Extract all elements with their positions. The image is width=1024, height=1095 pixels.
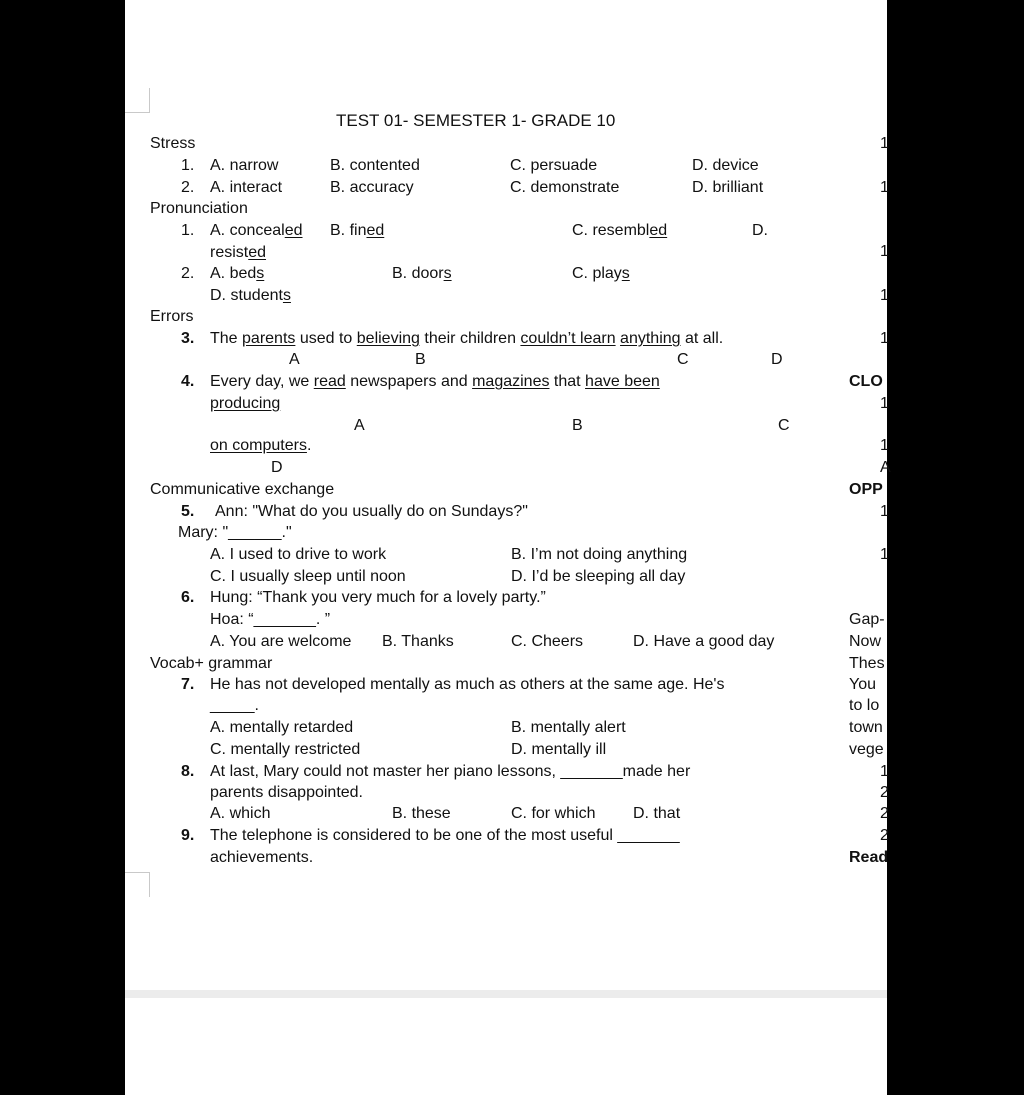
error-label-d: D xyxy=(771,351,783,368)
error-label-b: B xyxy=(572,417,583,434)
question-number: 2. xyxy=(181,265,195,282)
question-text: The telephone is considered to be one of the most useful _______ xyxy=(210,827,680,844)
question-text-continued: achievements. xyxy=(210,849,314,866)
option-a: A. mentally retarded xyxy=(210,719,354,736)
section-heading-communicative: Communicative exchange xyxy=(150,481,335,498)
question-number: 1. xyxy=(181,157,195,174)
edge-text: 1 xyxy=(880,135,889,152)
error-label-d: D xyxy=(271,459,283,476)
question-text: Hung: “Thank you very much for a lovely party.” xyxy=(210,589,546,606)
question-number: 1. xyxy=(181,222,195,239)
edge-text: 1 xyxy=(880,179,889,196)
edge-text: A xyxy=(880,459,891,476)
edge-text: Read xyxy=(849,849,889,866)
edge-text: vege xyxy=(849,741,884,758)
option-a: A. narrow xyxy=(210,157,279,174)
option-d: D. Have a good day xyxy=(633,633,775,650)
edge-text: 1 xyxy=(880,395,889,412)
edge-text: 1 xyxy=(880,546,889,563)
option-d: D. I’d be sleeping all day xyxy=(511,568,686,585)
option-b: B. mentally alert xyxy=(511,719,626,736)
edge-text: 1 xyxy=(880,503,889,520)
question-text-continued: parents disappointed. xyxy=(210,784,363,801)
error-label-b: B xyxy=(415,351,426,368)
option-d: D. device xyxy=(692,157,759,174)
edge-text: 1 xyxy=(880,763,889,780)
edge-text: OPP xyxy=(849,481,883,498)
option-a: A. which xyxy=(210,805,271,822)
option-b: B. I’m not doing anything xyxy=(511,546,688,563)
question-text: He has not developed mentally as much as others at the same age. He's xyxy=(210,676,725,693)
question-number: 3. xyxy=(181,330,195,347)
option-b: B. contented xyxy=(330,157,420,174)
question-number: 4. xyxy=(181,373,195,390)
left-black-margin xyxy=(0,0,125,1095)
question-number: 9. xyxy=(181,827,195,844)
edge-text: CLO xyxy=(849,373,883,390)
edge-text: 1 xyxy=(880,330,889,347)
option-d-word: resisted xyxy=(210,244,267,261)
edge-text: 1 xyxy=(880,243,889,260)
edge-text: You xyxy=(849,676,876,693)
edge-text: Thes xyxy=(849,655,885,672)
option-c: C. I usually sleep until noon xyxy=(210,568,406,585)
question-number: 2. xyxy=(181,179,195,196)
question-text: The parents used to believing their children couldn’t learn anything at all. xyxy=(210,330,724,347)
edge-text: 2 xyxy=(880,805,889,822)
error-label-c: C xyxy=(677,351,689,368)
edge-text: 2 xyxy=(880,784,889,801)
option-c: C. Cheers xyxy=(511,633,584,650)
error-label-a: A xyxy=(289,351,300,368)
right-black-margin xyxy=(887,0,1024,1095)
edge-text: 1 xyxy=(880,287,889,304)
option-d: D. mentally ill xyxy=(511,741,607,758)
question-number: 8. xyxy=(181,763,195,780)
option-c: C. plays xyxy=(572,265,630,282)
option-c: C. demonstrate xyxy=(510,179,620,196)
page-corner-mark-top xyxy=(125,88,150,113)
option-c: C. persuade xyxy=(510,157,598,174)
option-b: B. Thanks xyxy=(382,633,454,650)
question-text: At last, Mary could not master her piano lessons, _______made her xyxy=(210,763,691,780)
error-label-c: C xyxy=(778,417,790,434)
question-text: Every day, we read newspapers and magazines that have been xyxy=(210,373,660,390)
section-heading-errors: Errors xyxy=(150,308,194,325)
option-b: B. these xyxy=(392,805,451,822)
page-divider xyxy=(125,990,887,998)
section-heading-pronunciation: Pronunciation xyxy=(150,200,248,217)
option-a: A. concealed xyxy=(210,222,303,239)
page-title: TEST 01- SEMESTER 1- GRADE 10 xyxy=(336,111,616,130)
option-d: D. xyxy=(752,222,768,239)
option-c: C. resembled xyxy=(572,222,668,239)
option-c: C. for which xyxy=(511,805,596,822)
edge-text: 1 xyxy=(880,437,889,454)
option-d: D. that xyxy=(633,805,681,822)
page-corner-mark-bottom xyxy=(125,872,150,897)
section-heading-stress: Stress xyxy=(150,135,196,152)
edge-text: Gap- xyxy=(849,611,885,628)
question-text: Ann: "What do you usually do on Sundays?" xyxy=(215,503,528,520)
edge-text: town xyxy=(849,719,883,736)
option-a: A. interact xyxy=(210,179,283,196)
question-text-continued: Mary: "______." xyxy=(178,524,292,541)
option-d: D. students xyxy=(210,287,291,304)
question-text-continued: _____. xyxy=(210,697,259,714)
question-number: 7. xyxy=(181,676,195,693)
edge-text: 2 xyxy=(880,827,889,844)
question-text-continued: producing xyxy=(210,395,281,412)
question-text-continued: Hoa: “_______. ” xyxy=(210,611,331,628)
document-page xyxy=(125,0,891,1095)
option-a: A. beds xyxy=(210,265,265,282)
option-b: B. accuracy xyxy=(330,179,414,196)
option-a: A. I used to drive to work xyxy=(210,546,387,563)
error-label-a: A xyxy=(354,417,365,434)
option-d: D. brilliant xyxy=(692,179,764,196)
option-a: A. You are welcome xyxy=(210,633,352,650)
question-number: 5. xyxy=(181,503,195,520)
edge-text: to lo xyxy=(849,697,880,714)
option-b: B. fined xyxy=(330,222,385,239)
edge-text: Now xyxy=(849,633,882,650)
section-heading-vocab: Vocab+ grammar xyxy=(150,655,273,672)
option-c: C. mentally restricted xyxy=(210,741,361,758)
question-number: 6. xyxy=(181,589,195,606)
option-b: B. doors xyxy=(392,265,452,282)
question-text-continued: on computers. xyxy=(210,437,312,454)
